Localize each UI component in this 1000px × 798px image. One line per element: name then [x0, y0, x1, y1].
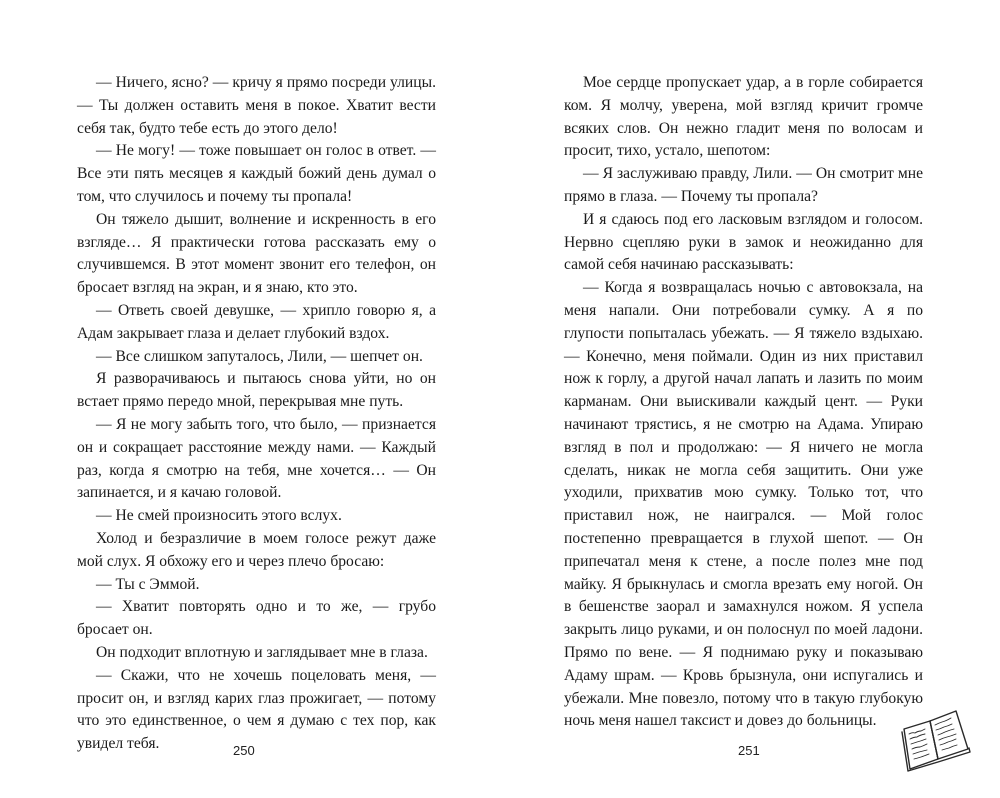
paragraph: Холод и безразличие в моем голосе режут даже мой слух. Я обхожу его и через плечо бросаю:: [77, 529, 436, 570]
paragraph: — Когда я возвращалась ночью с автовокзала, на меня напали. Они потребовали сумку. А я по глупости попыталась убежать. — Я тяжело вздыхаю. — Конечно, меня поймали. Один из них приставил нож к горлу, а другой начал лапать и лазить по моим карманам. Они выискивали каждый цент. — Руки начинают трястись, я не смотрю на Адама. Упираю взгляд в пол и продолжаю: — Я ничего не могла сделать, никак не могла себя защитить. Они уже уходили, прихватив мою сумку. Только тот, что приставил нож, не наигрался. — Мой голос постепенно превращается в глухой шепот. — Он припечатал меня к стене, а после полез мне под майку. Я брыкнулась и смогла врезать ему ногой. Он в бешенстве заорал и замахнулся ножом. Я успела закрыть лицо руками, и он полоснул по моей ладони. Прямо по вене. — Я поднимаю руку и показываю Адаму шрам. — Кровь брызнула, они испугались и убежали. Мне повезло, потому что в такую глубокую ночь меня нашел таксист и довез до больницы.: [564, 279, 923, 730]
paragraph: И я сдаюсь под его ласковым взглядом и голосом. Нервно сцепляю руки в замок и неожиданно для самой себя начинаю рассказывать:: [564, 210, 923, 274]
open-book-icon: [898, 707, 974, 773]
page-number-right: 251: [738, 743, 760, 758]
paragraph: — Не могу! — тоже повышает он голос в ответ. — Все эти пять месяцев я каждый божий день думал о том, что случилось и почему ты пропала!: [77, 142, 436, 205]
paragraph: Он подходит вплотную и заглядывает мне в глаза.: [96, 643, 428, 661]
paragraph: — Ты с Эммой.: [96, 575, 200, 593]
left-page-text: [77, 72, 436, 756]
paragraph: — Ничего, ясно? — кричу я прямо посреди улицы. — Ты должен оставить меня в покое. Хватит вести себя так, будто тебе есть до этого дело!: [77, 74, 436, 137]
paragraph: Я разворачиваюсь и пытаюсь снова уйти, но он встает прямо передо мной, перекрывая мне путь.: [77, 370, 436, 411]
paragraph: — Не смей произносить этого вслух.: [96, 507, 342, 525]
paragraph: Он тяжело дышит, волнение и искренность в его взгляде… Я практически готова рассказать ему о случившемся. В этот момент звонит его телефон, он бросает взгляд на экран, и я знаю, кто это.: [77, 210, 436, 297]
paragraph: — Я заслуживаю правду, Лили. — Он смотрит мне прямо в глаза. — Почему ты пропала?: [564, 165, 923, 205]
paragraph: — Я не могу забыть того, что было, — признается он и сокращает расстояние между нами. — Каждый раз, когда я смотрю на тебя, мне хочется… — Он запинается, и я качаю головой.: [77, 415, 436, 502]
page-number-left: 250: [233, 743, 255, 758]
paragraph: — Ответь своей девушке, — хрипло говорю я, а Адам закрывает глаза и делает глубокий вздох.: [77, 301, 436, 342]
paragraph: — Хватит повторять одно и то же, — грубо бросает он.: [77, 598, 436, 639]
paragraph: — Все слишком запуталось, Лили, — шепчет он.: [96, 347, 423, 365]
paragraph: — Скажи, что не хочешь поцеловать меня, — просит он, и взгляд карих глаз прожигает, — потому что это единственное, о чем я думаю с тех пор, как увидел тебя.: [77, 666, 436, 753]
paragraph: Мое сердце пропускает удар, а в горле собирается ком. Я молчу, уверена, мой взгляд кричит громче всяких слов. Он нежно гладит меня по волосам и просит, тихо, устало, шепотом:: [564, 74, 923, 160]
right-page-text: [564, 72, 923, 733]
